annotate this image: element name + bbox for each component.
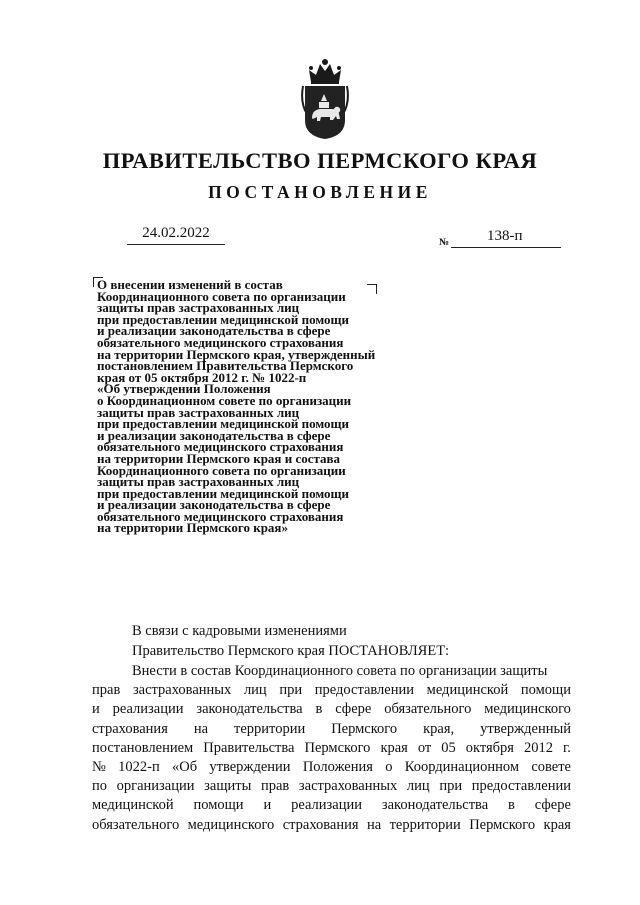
word: прав — [92, 682, 121, 699]
heading-line: и реализации законодательства в сфере — [97, 427, 331, 443]
paragraph-line — [92, 816, 571, 835]
number-sign: № — [439, 237, 450, 248]
word: Координационном — [404, 758, 520, 775]
government-title: ПРАВИТЕЛЬСТВО ПЕРМСКОГО КРАЯ — [102, 148, 538, 173]
word: «Об — [172, 758, 198, 775]
paragraph-line — [92, 700, 571, 719]
date-underline — [127, 244, 225, 245]
word: территории — [389, 816, 461, 833]
paragraph-line — [92, 739, 571, 758]
number-underline — [451, 247, 561, 248]
heading-line: защиты прав застрахованных лиц — [97, 404, 300, 420]
heading-line: «Об утверждении Положения — [97, 381, 271, 397]
heading-line: при предоставлении медицинской помощи — [97, 416, 350, 432]
word: предоставлении — [471, 778, 571, 795]
resolution-paragraph: Правительство Пермского края ПОСТАНОВЛЯЕТ: — [132, 643, 450, 659]
heading-line: Координационного совета по организации — [97, 288, 346, 304]
heading-line: на территории Пермского края и состава — [97, 450, 341, 466]
word: и — [263, 797, 272, 814]
word: организации — [116, 778, 195, 795]
word: Положения — [302, 758, 373, 775]
word: помощи — [193, 797, 244, 814]
word: края, — [423, 720, 455, 737]
word: Пермского — [469, 816, 536, 833]
word: края — [380, 739, 408, 756]
heading-line: обязательного медицинского страхования — [97, 334, 344, 350]
word: предоставлении — [314, 682, 414, 699]
main-paragraph — [92, 662, 571, 835]
word: реализации — [291, 797, 362, 814]
word: защиты — [204, 778, 252, 795]
word: помощи — [520, 682, 571, 699]
word: в — [508, 797, 515, 814]
word: страхования — [282, 816, 359, 833]
paragraph-line — [92, 777, 571, 796]
word: Правительства — [203, 739, 295, 756]
heading-line: и реализации законодательства в сфере — [97, 497, 331, 513]
heading-line: обязательного медицинского страхования — [97, 439, 344, 455]
word: застрахованных — [298, 778, 398, 795]
word: сфере — [335, 701, 372, 718]
heading-line: защиты прав застрахованных лиц — [97, 474, 300, 490]
heading-line: защиты прав застрахованных лиц — [97, 300, 300, 316]
word: Пермского — [304, 739, 371, 756]
perm-krai-coat-of-arms-icon — [299, 58, 351, 140]
word: обязательного — [384, 701, 472, 718]
paragraph-line — [92, 681, 571, 700]
word: на — [193, 720, 209, 737]
paragraph-line — [92, 758, 571, 777]
word: края — [543, 816, 571, 833]
word: октября — [465, 739, 514, 756]
word: медицинского — [187, 816, 275, 833]
paragraph-line — [92, 796, 571, 815]
word: на — [366, 816, 382, 833]
heading-line: О внесении изменений в состав — [97, 277, 283, 292]
word: утвержденный — [480, 720, 571, 737]
word: страхования — [92, 720, 168, 737]
paragraph-line: Внести в состав Координационного совета по организации защиты — [132, 663, 548, 679]
word: совете — [531, 758, 571, 775]
document-date-field — [127, 225, 225, 245]
word: 1022-п — [118, 758, 160, 775]
paragraph-line — [92, 720, 571, 739]
word: и — [92, 701, 100, 718]
word: сфере — [534, 797, 571, 814]
word: лиц — [406, 778, 430, 795]
heading-line: обязательного медицинского страхования — [97, 508, 344, 524]
heading-line: на территории Пермского края, утвержденный — [97, 346, 376, 362]
word: о — [385, 758, 393, 775]
word: 2012 — [523, 739, 553, 756]
word: реализации — [112, 701, 184, 718]
word: прав — [260, 778, 290, 795]
word: г. — [562, 739, 571, 756]
word: законодательства — [381, 797, 489, 814]
word: медицинской — [426, 682, 509, 699]
word: при — [439, 778, 463, 795]
word: при — [279, 682, 303, 699]
word: утверждении — [209, 758, 291, 775]
word: 05 — [441, 739, 456, 756]
heading-line: на территории Пермского края» — [97, 520, 288, 536]
word: законодательства — [196, 701, 303, 718]
word: Пермского — [331, 720, 398, 737]
document-number: 138-п — [487, 228, 523, 244]
word: медицинской — [92, 797, 174, 814]
heading-line: при предоставлении медицинской помощи — [97, 485, 350, 501]
word: медицинского — [484, 701, 571, 718]
word: постановлением — [92, 739, 194, 756]
word: по — [92, 778, 108, 795]
document-kind: ПОСТАНОВЛЕНИЕ — [208, 182, 432, 202]
word: обязательного — [92, 816, 180, 833]
heading-line: постановлением Правительства Пермского — [97, 358, 354, 374]
intro-paragraph: В связи с кадровыми изменениями — [132, 623, 347, 639]
heading-line: о Координационном совете по организации — [97, 392, 352, 408]
heading-line: края от 05 октября 2012 г. № 1022-п — [97, 369, 307, 385]
word: территории — [234, 720, 306, 737]
document-date: 24.02.2022 — [142, 225, 210, 241]
word: от — [417, 739, 432, 756]
document-heading — [97, 279, 437, 534]
heading-line: и реализации законодательства в сфере — [97, 323, 331, 339]
heading-line: Координационного совета по организации — [97, 462, 346, 478]
word: в — [315, 701, 323, 718]
word: лиц — [243, 682, 267, 699]
word: № — [92, 758, 106, 775]
heading-line: при предоставлении медицинской помощи — [97, 311, 350, 327]
word: застрахованных — [132, 682, 232, 699]
